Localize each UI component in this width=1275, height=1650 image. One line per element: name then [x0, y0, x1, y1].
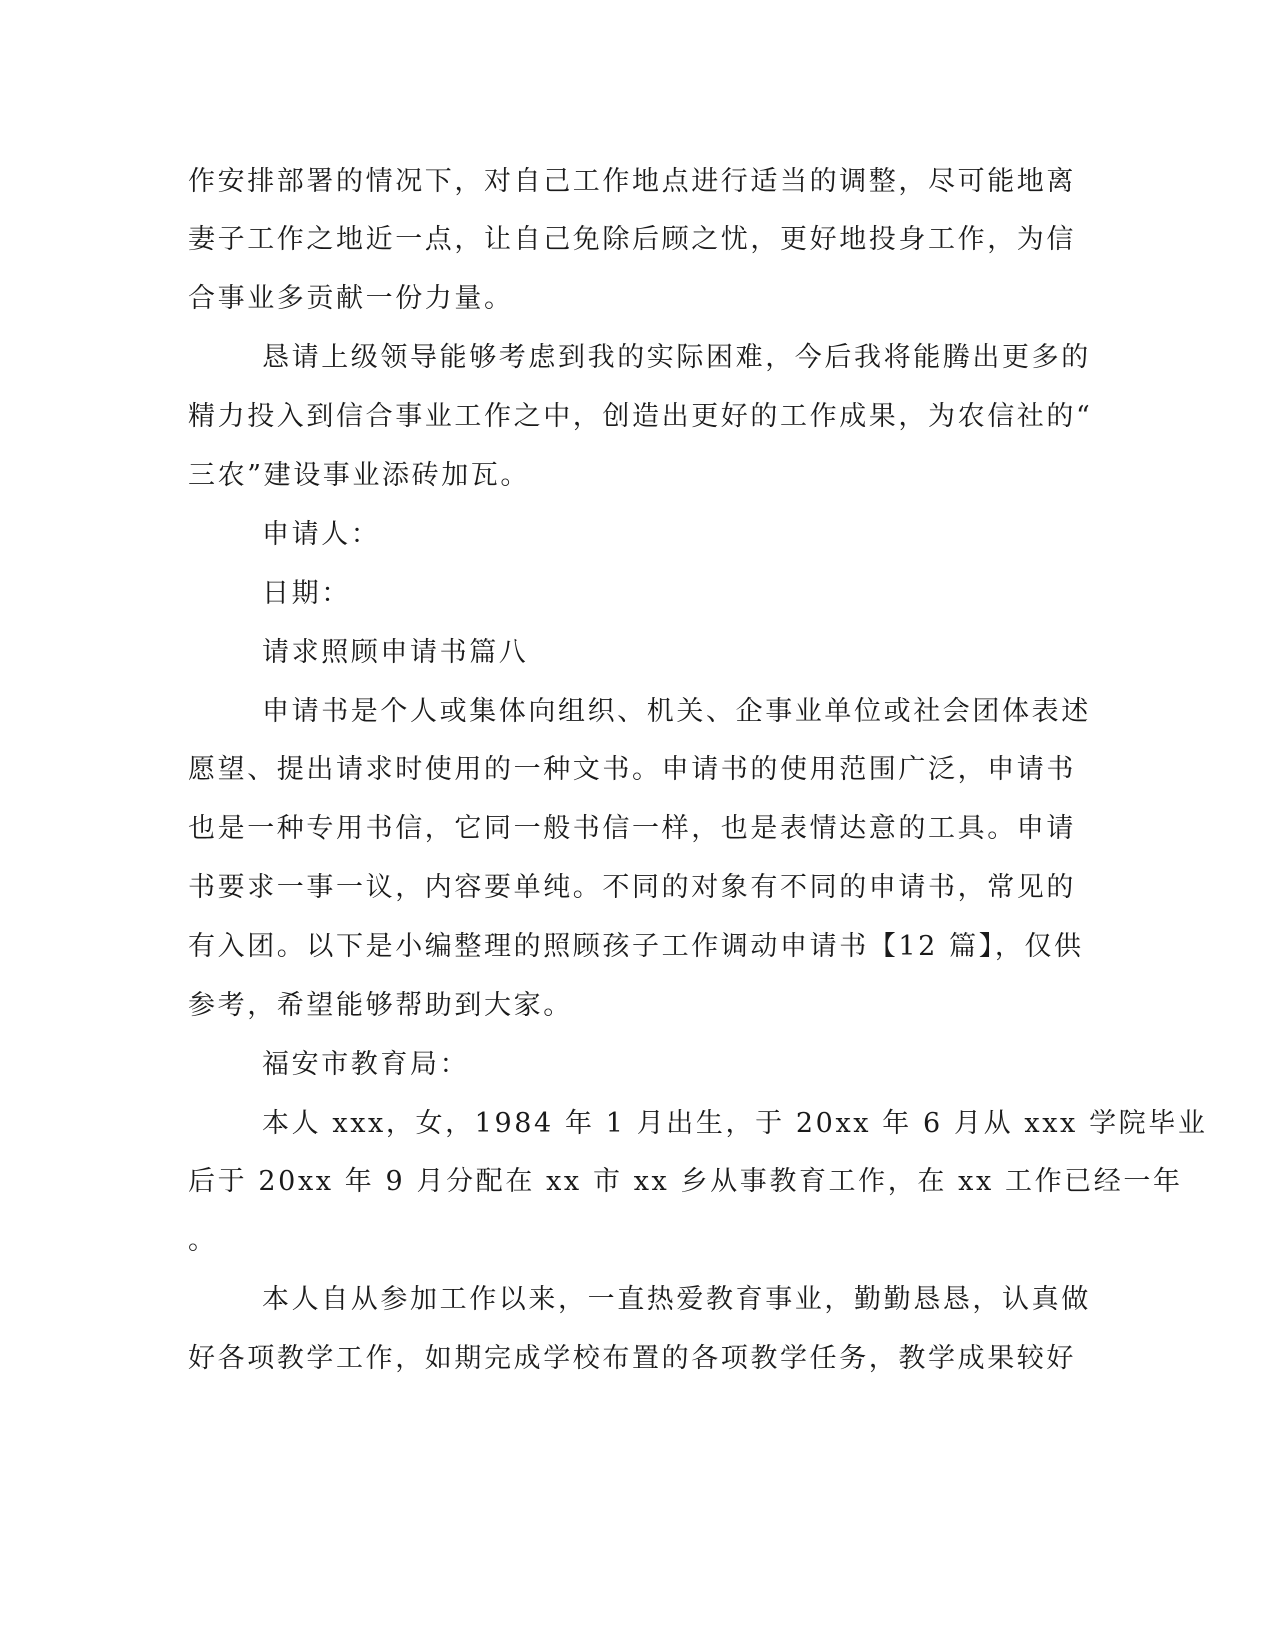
addressee: 福安市教育局：: [262, 1049, 470, 1080]
date-label: 日期：: [262, 578, 351, 609]
paragraph-line: 。: [188, 1225, 218, 1256]
paragraph-line: 好各项教学工作，如期完成学校布置的各项教学任务，教学成果较好: [188, 1343, 1076, 1374]
paragraph-line: 参考，希望能够帮助到大家。: [188, 990, 573, 1021]
paragraph-line: 本人自从参加工作以来，一直热爱教育事业，勤勤恳恳，认真做: [262, 1284, 1091, 1315]
paragraph-line: 本人 xxx，女，1984 年 1 月出生，于 20xx 年 6 月从 xxx 学院毕业: [262, 1108, 1208, 1139]
paragraph-line: 申请书是个人或集体向组织、机关、企事业单位或社会团体表述: [262, 696, 1091, 727]
section-heading: 请求照顾申请书篇八: [262, 637, 529, 668]
paragraph-line: 精力投入到信合事业工作之中，创造出更好的工作成果，为农信社的“: [188, 401, 1093, 432]
paragraph-line: 书要求一事一议，内容要单纯。不同的对象有不同的申请书，常见的: [188, 872, 1076, 903]
paragraph-line: 合事业多贡献一份力量。: [188, 283, 514, 314]
paragraph-line: 妻子工作之地近一点，让自己免除后顾之忧，更好地投身工作，为信: [188, 224, 1076, 255]
paragraph-line: 恳请上级领导能够考虑到我的实际困难，今后我将能腾出更多的: [262, 342, 1091, 373]
paragraph-line: 也是一种专用书信，它同一般书信一样，也是表情达意的工具。申请: [188, 813, 1076, 844]
paragraph-line: 三农”建设事业添砖加瓦。: [188, 460, 531, 491]
paragraph-line: 愿望、提出请求时使用的一种文书。申请书的使用范围广泛，申请书: [188, 754, 1076, 785]
paragraph-line: 后于 20xx 年 9 月分配在 xx 市 xx 乡从事教育工作，在 xx 工作已经一年: [188, 1166, 1183, 1197]
paragraph-line: 作安排部署的情况下，对自己工作地点进行适当的调整，尽可能地离: [188, 166, 1076, 197]
applicant-label: 申请人：: [262, 519, 381, 550]
paragraph-line: 有入团。以下是小编整理的照顾孩子工作调动申请书【12 篇】，仅供: [188, 931, 1084, 962]
